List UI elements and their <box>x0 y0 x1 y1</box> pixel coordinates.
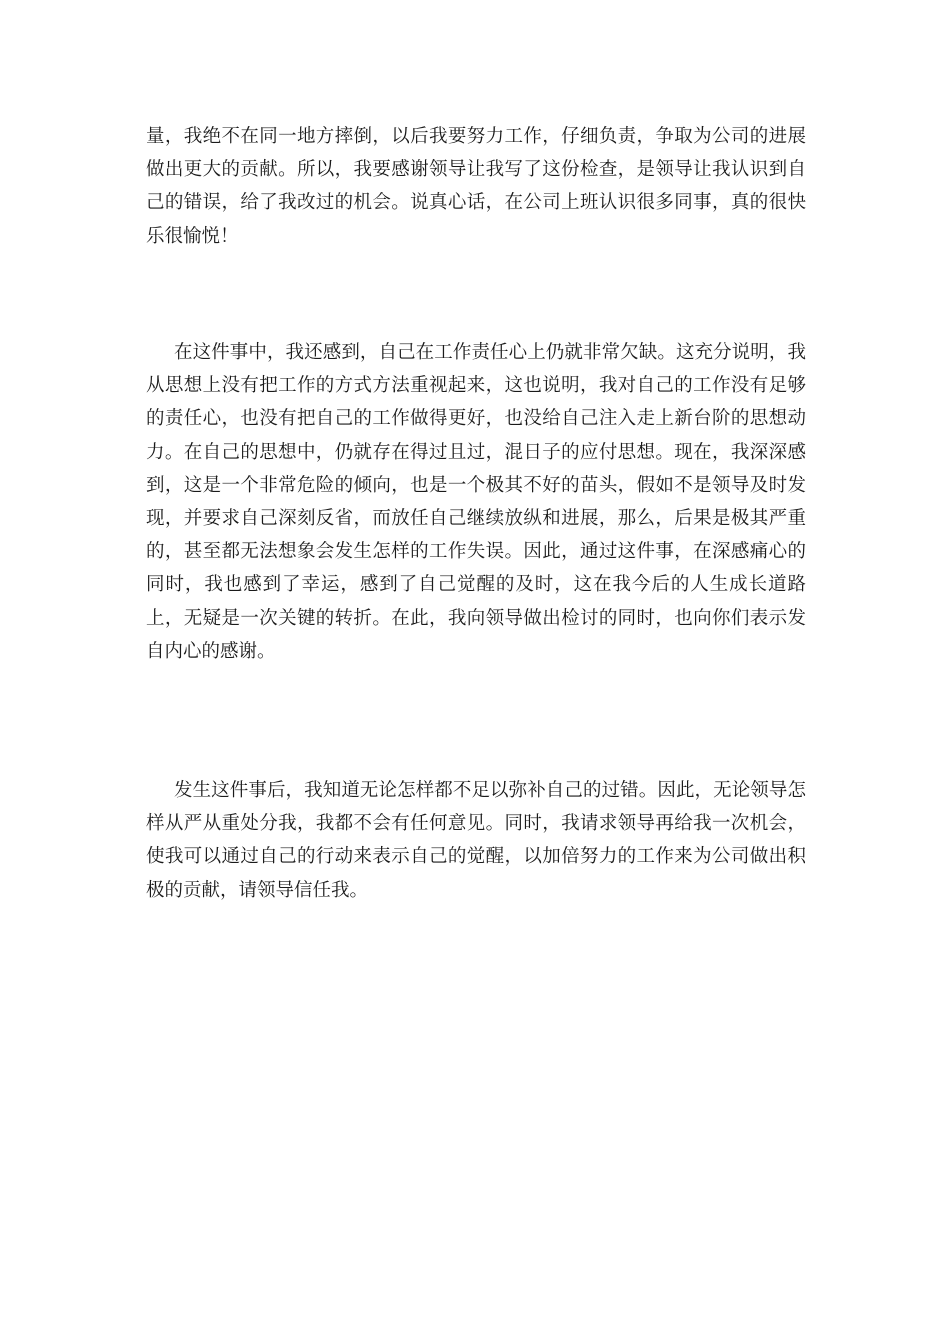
paragraph-responsibility: 在这件事中，我还感到，自己在工作责任心上仍就非常欠缺。这充分说明，我从思想上没有把工作的方式方法重视起来，这也说明，我对自己的工作没有足够的责任心，也没有把自己的工作做得更好，也没给自己注入走上新台阶的思想动力。在自己的思想中，仍就存在得过且过，混日子的应付思想。现在，我深深感到，这是一个非常危险的倾向，也是一个极其不好的苗头，假如不是领导及时发现，并要求自己深刻反省，而放任自己继续放纵和进展，那么，后果是极其严重的，甚至都无法想象会发生怎样的工作失误。因此，通过这件事，在深感痛心的同时，我也感到了幸运，感到了自己觉醒的及时，这在我今后的人生成长道路上，无疑是一次关键的转折。在此，我向领导做出检讨的同时，也向你们表示发自内心的感谢。 <box>146 342 806 662</box>
paragraph-request: 发生这件事后，我知道无论怎样都不足以弥补自己的过错。因此，无论领导怎样从严从重处分我，我都不会有任何意见。同时，我请求领导再给我一次机会，使我可以通过自己的行动来表示自己的觉醒，以加倍努力的工作来为公司做出积极的贡献，请领导信任我。 <box>146 780 806 901</box>
paragraph-continuation: 量，我绝不在同一地方摔倒，以后我要努力工作，仔细负责，争取为公司的进展做出更大的贡献。所以，我要感谢领导让我写了这份检查，是领导让我认识到自己的错误，给了我改过的机会。说真心话，在公司上班认识很多同事，真的很快乐很愉悦！ <box>146 126 806 247</box>
